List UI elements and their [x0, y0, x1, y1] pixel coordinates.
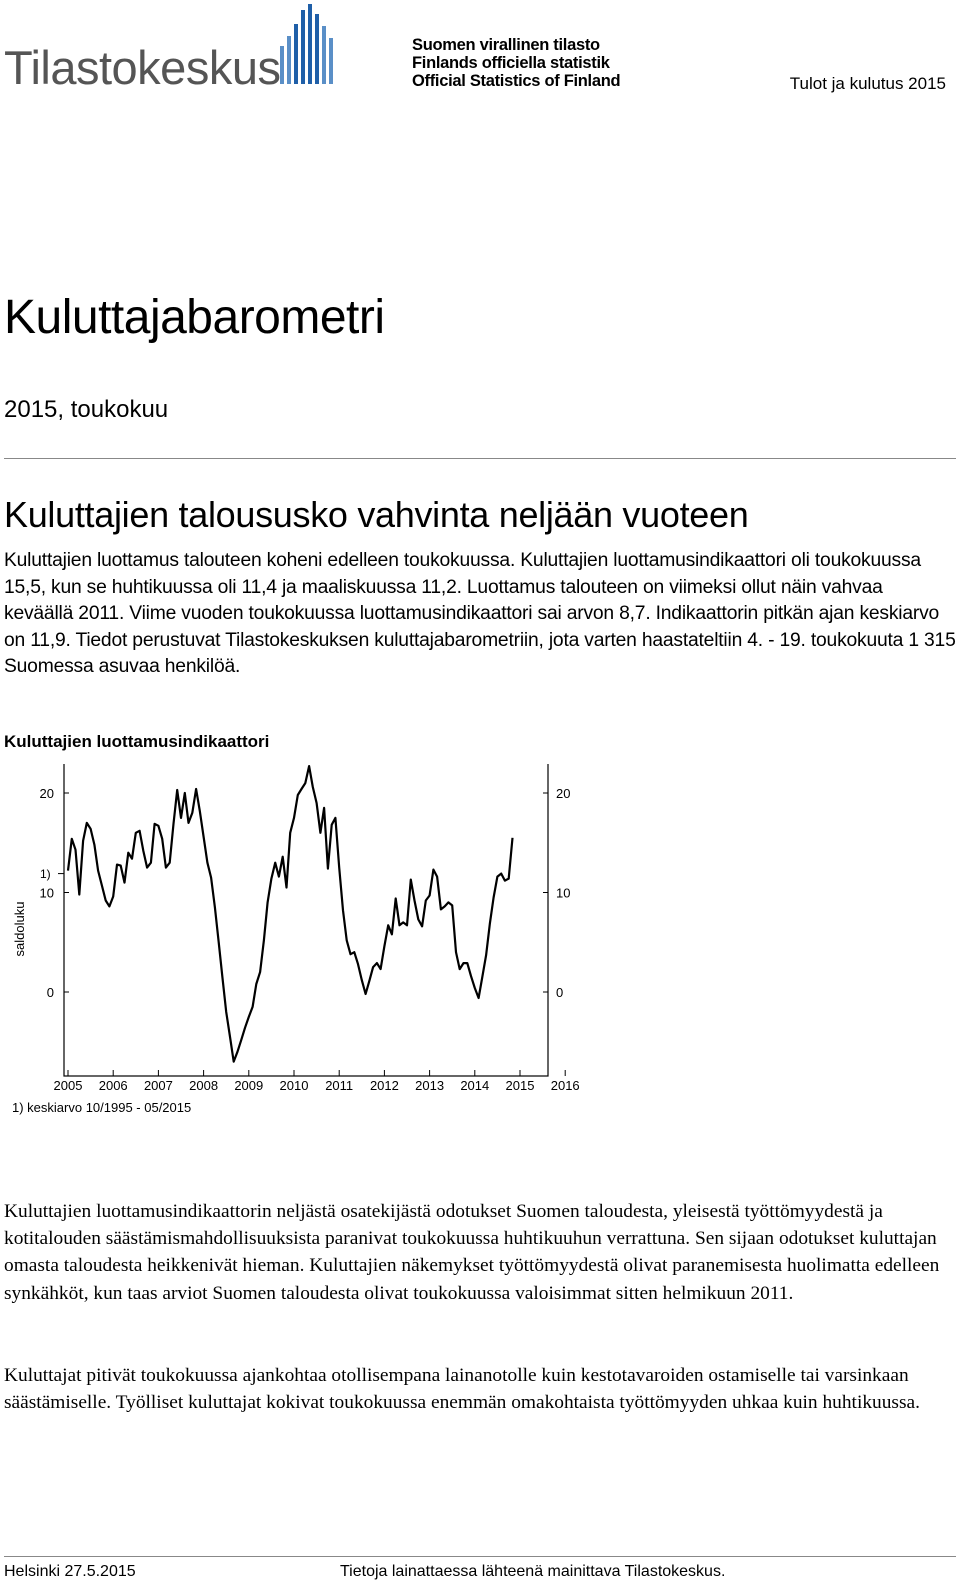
official-line-sv: Finlands officiella statistik: [412, 54, 610, 72]
x-tick-label: 2011: [325, 1078, 354, 1093]
lead-paragraph: Kuluttajien luottamus talouteen koheni edelleen toukokuussa. Kuluttajien luottamusindikaattori oli toukokuussa 15,5, kun se huhtikuussa oli 11,4 ja maaliskuussa 11,2. Luottamus talouteen on viimeksi ollut näin vahvaa keväällä 2011. Viime vuoden toukokuussa luottamusindikaattori sai arvon 8,7. Indikaattorin pitkän ajan keskiarvo on 11,9. Tiedot perustuvat Tilastokeskuksen kuluttajabarometriin, jota varten haastateltiin 4. - 19. toukokuuta 1 315 Suomessa asuvaa henkilöä.: [4, 550, 956, 678]
chart-footnote: 1) keskiarvo 10/1995 - 05/2015: [12, 1100, 192, 1115]
footer-divider: [4, 1556, 956, 1557]
y-tick-label: 10: [39, 885, 54, 901]
plot-frame: [64, 764, 548, 1076]
x-tick-label: 2012: [369, 1078, 399, 1093]
x-tick-label: 2010: [279, 1078, 309, 1093]
chart-title: Kuluttajien luottamusindikaattori: [4, 732, 270, 751]
y-tick-label-right: 0: [556, 985, 564, 1000]
x-tick-label: 2008: [189, 1078, 219, 1093]
logo-wordmark: Tilastokeskus: [4, 41, 281, 94]
y-axis-label: saldoluku: [12, 901, 27, 957]
x-tick-label: 2013: [415, 1078, 445, 1093]
x-tick-label: 2007: [143, 1078, 173, 1093]
footer-citation: Tietoja lainattaessa lähteenä mainittava Tilastokeskus.: [340, 1563, 726, 1580]
confidence-chart: [4, 764, 608, 1124]
logo-bars-icon: [276, 2, 336, 84]
divider: [4, 458, 956, 459]
page-title: Kuluttajabarometri: [4, 291, 385, 344]
x-tick-label: 2016: [550, 1078, 580, 1093]
series-name: Tulot ja kulutus 2015: [789, 74, 946, 93]
x-tick-label: 2005: [53, 1078, 83, 1093]
x-tick-label: 2015: [505, 1078, 535, 1093]
headline: Kuluttajien taloususko vahvinta neljään vuoteen: [4, 494, 749, 535]
body-paragraph-1: Kuluttajien luottamusindikaattorin neljästä osatekijästä odotukset Suomen taloudesta, yleisestä työttömyydestä ja kotitalouden säästämismahdollisuuksista paranivat toukokuussa huhtikuuhun verrattuna. Sen sijaan odotukset kuluttajan omasta taloudesta heikkenivät hieman. Kuluttajien näkemykset työttömyydestä olivat paranemisesta huolimatta edelleen synkähköt, kun taas arviot Suomen taloudesta olivat toukokuussa valoisimmat sitten helmikuun 2011.: [4, 1201, 940, 1304]
official-statistics-label: [412, 36, 620, 90]
x-tick-label: 2009: [234, 1078, 264, 1093]
y-tick-label: 20: [39, 786, 54, 801]
x-tick-label: 2014: [460, 1078, 490, 1093]
body-paragraph-2: Kuluttajat pitivät toukokuussa ajankohtaa otollisempana lainanotolle kuin kestotavaroiden ostamiselle tai varsinkaan säästämiselle. Työlliset kuluttajat kokivat toukokuussa enemmän omakohtaista työttömyyden uhkaa kuin huhtikuussa.: [4, 1365, 920, 1414]
y-tick-label-right: 10: [556, 885, 571, 901]
y-tick-label-right: 20: [556, 786, 571, 801]
mean-marker: 1): [40, 867, 51, 881]
official-line-en: Official Statistics of Finland: [412, 72, 621, 90]
footer-place-date: Helsinki 27.5.2015: [4, 1563, 136, 1580]
y-tick-label: 0: [46, 985, 54, 1000]
official-line-fi: Suomen virallinen tilasto: [412, 36, 600, 54]
x-tick-label: 2006: [98, 1078, 128, 1093]
publication-date: 2015, toukokuu: [4, 396, 169, 423]
